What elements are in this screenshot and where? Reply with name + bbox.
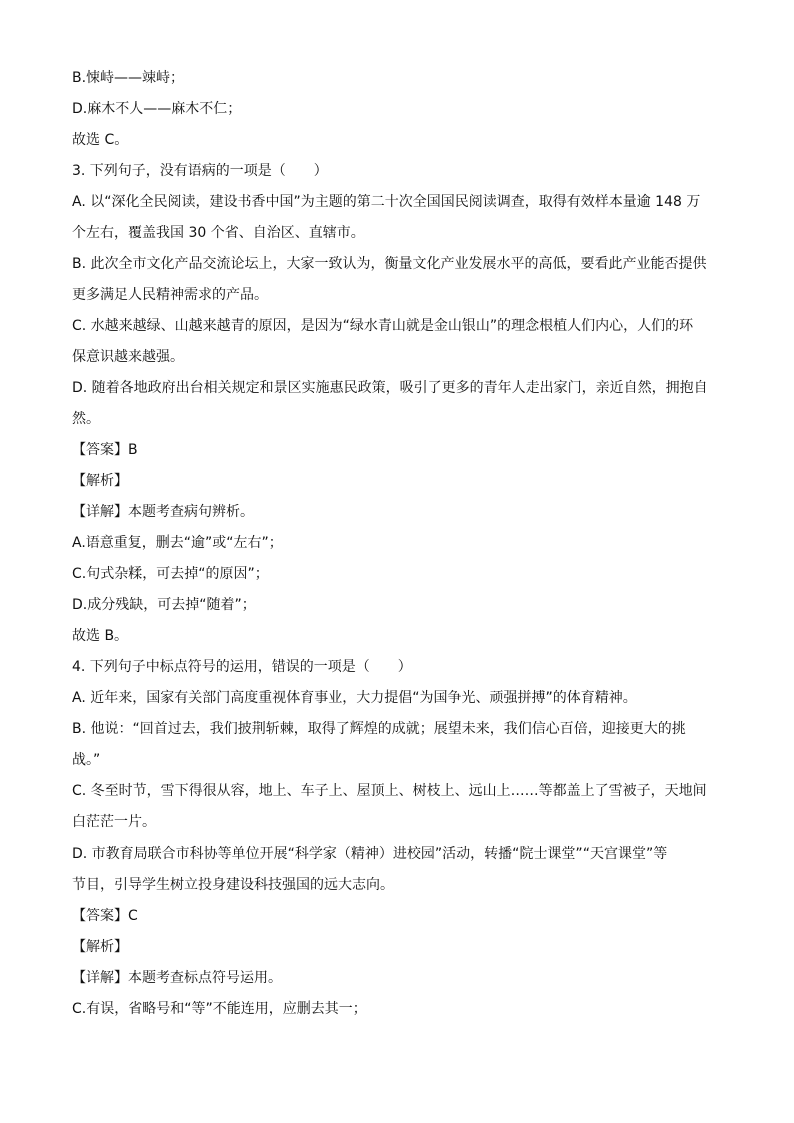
option-b: B. 此次全市文化产品交流论坛上，大家一致认为，衡量文化产业发展水平的高低，要看此产业能否提供 — [72, 256, 707, 272]
option-b: B. 他说：“回首过去，我们披荆斩棘，取得了辉煌的成就；展望未来，我们信心百倍，迎接更大的挑 — [72, 721, 686, 737]
question-4-stem: 4. 下列句子中标点符号的运用，错误的一项是（ ） — [72, 659, 412, 675]
analysis-label: 【解析】 — [72, 939, 128, 955]
option-a: A. 近年来，国家有关部门高度重视体育事业，大力提倡“为国争光、顽强拼搏”的体育精神。 — [72, 690, 637, 706]
option-a: A. 以“深化全民阅读，建设书香中国”为主题的第二十次全国国民阅读调查，取得有效样本量逾 148 万 — [72, 194, 701, 210]
question-3-stem: 3. 下列句子，没有语病的一项是（ ） — [72, 163, 328, 179]
text-line: 个左右，覆盖我国 30 个省、自治区、直辖市。 — [72, 225, 365, 241]
text-line: 保意识越来越强。 — [72, 349, 184, 365]
text-line: 战。” — [72, 752, 101, 768]
option-d: D. 随着各地政府出台相关规定和景区实施惠民政策，吸引了更多的青年人走出家门，亲近自然，拥抱自 — [72, 380, 708, 396]
analysis-label: 【解析】 — [72, 473, 128, 489]
text-line: B.悚峙——竦峙； — [72, 70, 185, 86]
text-line: 故选 C。 — [72, 132, 129, 148]
detail-label: 【详解】本题考查病句辨析。 — [72, 504, 254, 520]
option-d: D. 市教育局联合市科协等单位开展“科学家（精神）进校园”活动，转播“院士课堂”“天宫课堂”等 — [72, 846, 668, 862]
text-line: D.成分残缺，可去掉“随着”； — [72, 597, 256, 613]
option-c: C. 水越来越绿、山越来越青的原因，是因为“绿水青山就是金山银山”的理念根植人们内心，人们的环 — [72, 318, 694, 334]
text-line: D.麻木不人——麻木不仁； — [72, 101, 242, 117]
text-line: C.句式杂糅，可去掉“的原因”； — [72, 566, 269, 582]
answer-label: 【答案】B — [72, 442, 138, 458]
option-c: C. 冬至时节，雪下得很从容，地上、车子上、屋顶上、树枝上、远山上……等都盖上了雪被子，天地间 — [72, 783, 707, 799]
text-line: 白茫茫一片。 — [72, 814, 156, 830]
text-line: 然。 — [72, 411, 100, 427]
text-line: A.语意重复，删去“逾”或“左右”； — [72, 535, 283, 551]
answer-label: 【答案】C — [72, 908, 138, 924]
text-line: 故选 B。 — [72, 628, 129, 644]
text-line: 节目，引导学生树立投身建设科技强国的远大志向。 — [72, 877, 394, 893]
text-line: 更多满足人民精神需求的产品。 — [72, 287, 268, 303]
text-line: C.有误，省略号和“等”不能连用，应删去其一； — [72, 1001, 367, 1017]
detail-label: 【详解】本题考查标点符号运用。 — [72, 970, 282, 986]
